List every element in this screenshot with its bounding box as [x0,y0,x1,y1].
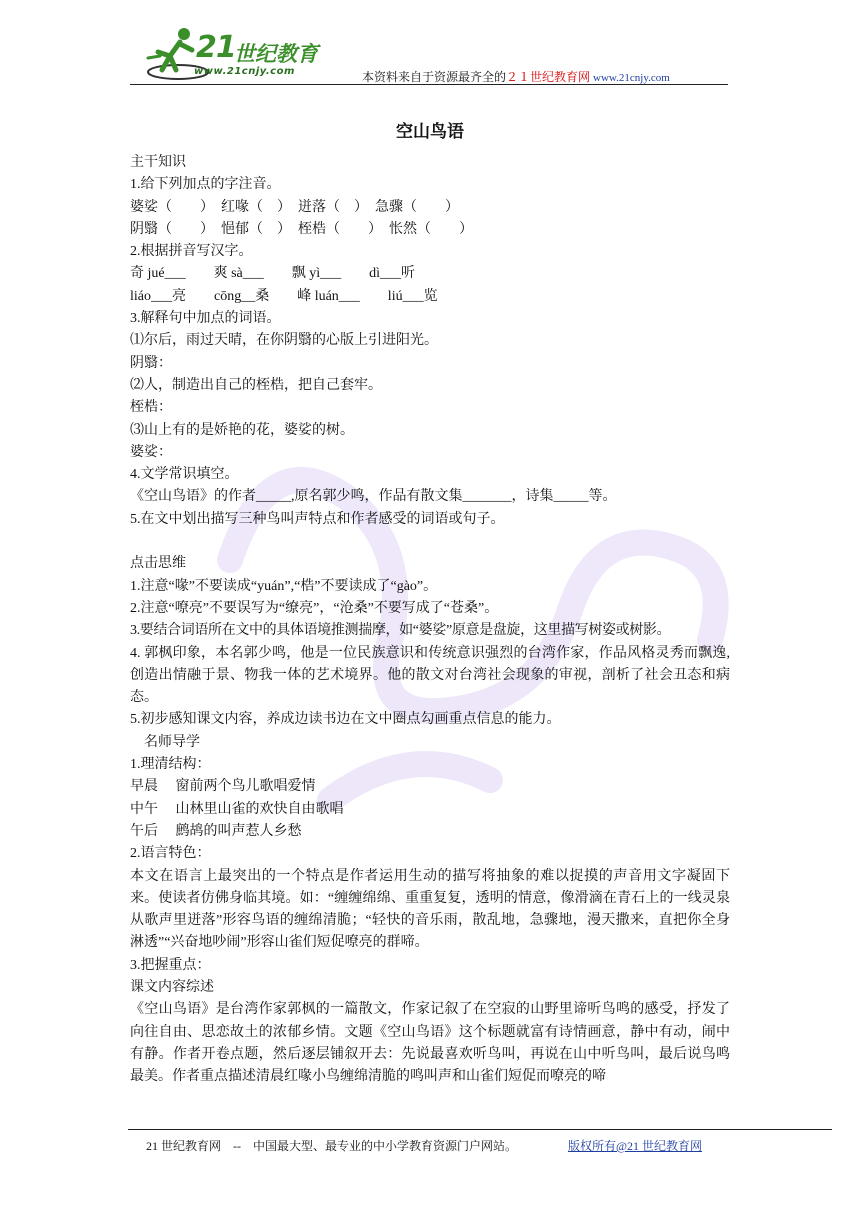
text-line: 2.根据拼音写汉字。 [130,244,253,260]
text-line: 3.解释句中加点的词语。 [130,311,281,327]
header-divider [130,84,728,85]
text-line: ⑶山上有的是娇艳的花，婆娑的树。 [130,422,354,438]
structure-item: 中午 山林里山雀的欢快自由歌唱 [130,801,344,817]
paragraph-language: 本文在语言上最突出的一个特点是作者运用生动的描写将抽象的难以捉摸的声音用文字凝固下来。使读者仿佛身临其境。如：“缠缠绵绵、重重复复，透明的情意，像滑滴在青石上的一线灵泉从歌声里迸落”形容鸟语的缠绵清脆；“轻快的音乐雨，散乱地，急骤地，漫天撒来，直把你全身淋透”“兴奋地吵闹”形容山雀们短促嘹亮的群啼。 [130,868,730,951]
text-line: 婆娑： [130,444,172,460]
text-line: 3.把握重点： [130,957,211,973]
document-title: 空山鸟语 [396,122,464,142]
logo-name: 世纪教育 [234,42,318,66]
footer-text: 21 世纪教育网 -- 中国最大型、最专业的中小学教育资源门户网站。 [146,1139,517,1153]
text-line: 1.理清结构： [130,757,211,773]
document-body [130,152,730,1088]
text-line: 5.初步感知课文内容，养成边读书边在文中圈点勾画重点信息的能力。 [130,712,561,728]
page-header [130,22,730,86]
text-line: 3.要结合词语所在文中的具体语境推测揣摩，如“婆娑”原意是盘旋，这里描写树姿或树影。 [130,623,671,639]
text-line: liáo___亮 cōng__桑 峰 luán___ liú___览 [130,288,438,304]
structure-item: 早晨 窗前两个鸟儿歌唱爱情 [130,779,316,795]
text-line: 阴翳： [130,355,172,371]
header-note [362,68,670,85]
blank-line [130,531,730,553]
header-note-site[interactable]: ２１世纪教育网 [506,70,591,84]
footer-divider [128,1129,832,1130]
section-heading: 点击思维 [130,556,186,572]
paragraph-summary: 《空山鸟语》是台湾作家郭枫的一篇散文，作家记叙了在空寂的山野里谛听鸟鸣的感受，抒发了向往自由、思恋故土的浓郁乡情。文题《空山鸟语》这个标题就富有诗情画意，静中有动，闹中有静。作者开卷点题，然后逐层铺叙开去：先说最喜欢听鸟叫，再说在山中听鸟叫，最后说鸟鸣最美。作者重点描述清晨红喙小鸟缠绵清脆的鸣叫声和山雀们短促而嘹亮的啼 [130,1002,730,1085]
section-heading: 名师导学 [130,734,200,750]
header-note-url[interactable]: www.21cnjy.com [593,72,670,84]
text-line: 婆娑（ ） 红喙（ ） 迸落（ ） 急骤（ ） [130,199,459,215]
footer-copyright-link[interactable]: 版权所有@21 世纪教育网 [568,1139,703,1153]
logo-url: www.21cnjy.com [194,66,295,77]
text-line: 阴翳（ ） 悒郁（ ） 桎梏（ ） 怅然（ ） [130,221,473,237]
logo-number: 21 [196,30,236,65]
text-line: ⑴尔后，雨过天晴，在你阴翳的心版上引进阳光。 [130,333,438,349]
structure-item: 午后 鹧鸪的叫声惹人乡愁 [130,823,302,839]
text-line: 4.文学常识填空。 [130,467,239,483]
text-line: 2.语言特色： [130,846,211,862]
paragraph-author: 4. 郭枫印象，本名郭少鸣，他是一位民族意识和传统意识强烈的台湾作家，作品风格灵秀而飘逸,创造出情融于景、物我一体的艺术境界。他的散文对台湾社会现象的审视，剖析了社会丑态和病态。 [130,645,730,706]
text-line: 《空山鸟语》的作者_____,原名郭少鸣，作品有散文集_______，诗集_____等。 [130,489,617,505]
text-line: 课文内容综述 [130,979,214,995]
text-line: 1.给下列加点的字注音。 [130,177,281,193]
header-note-prefix: 本资料来自于资源最齐全的 [362,70,507,84]
text-line: 2.注意“嘹亮”不要误写为“缭亮”，“沧桑”不要写成了“苍桑”。 [130,600,499,616]
text-line: 主干知识 [130,155,186,170]
text-line: ⑵人，制造出自己的桎梏，把自己套牢。 [130,377,382,393]
text-line: 桎梏： [130,400,172,416]
text-line: 奇 jué___ 爽 sà___ 飘 yì___ dì___听 [130,266,416,282]
text-line: 1.注意“喙”不要读成“yuán”,“梏”不要读成了“gào”。 [130,578,438,594]
text-line: 5.在文中划出描写三种鸟叫声特点和作者感受的词语或句子。 [130,511,505,527]
